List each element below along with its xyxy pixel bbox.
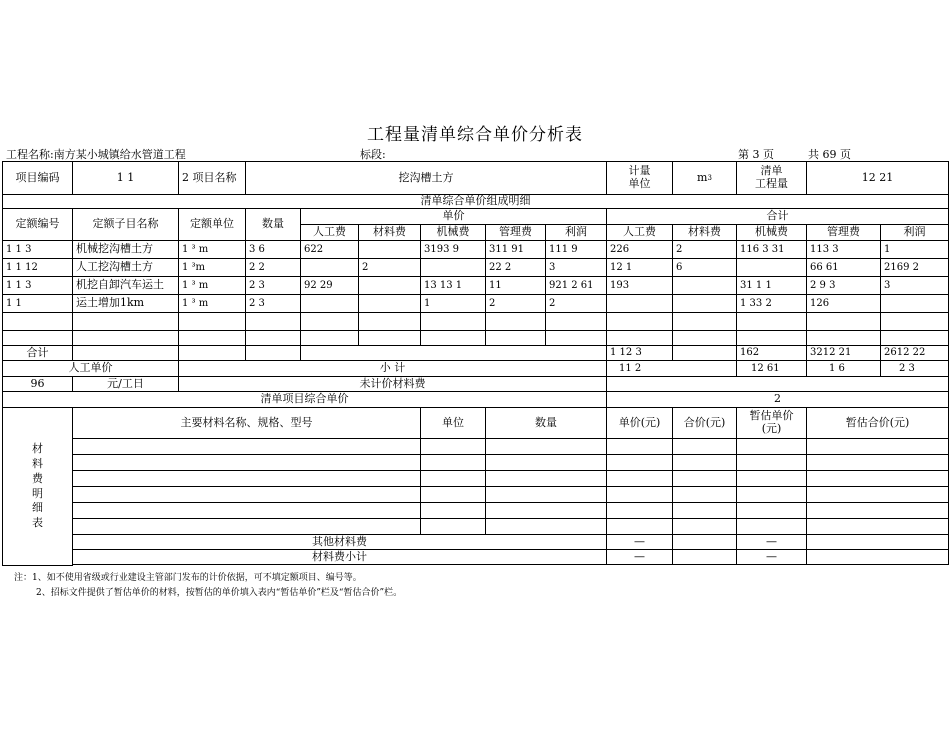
row-qty [245, 312, 301, 331]
row-qty: 2 3 [245, 294, 301, 313]
material-row-cell [420, 502, 486, 519]
row-code: 1 1 [2, 294, 73, 313]
col-est-price: 暂估单价 (元) [736, 407, 807, 439]
row-unit-material [358, 330, 421, 346]
row-unit-labor: 92 29 [300, 276, 359, 295]
row-code: 1 1 12 [2, 258, 73, 277]
row-total-profit: 2169 2 [880, 258, 949, 277]
project-name-label: 2 项目名称 [178, 161, 246, 195]
row-total-profit: 3 [880, 276, 949, 295]
subtotal-manage: 3212 21 [806, 345, 881, 361]
material-row-cell [806, 438, 949, 455]
material-row-cell [806, 518, 949, 535]
material-row-cell [72, 502, 421, 519]
row-total-manage: 2 9 3 [806, 276, 881, 295]
unit-text: m [697, 170, 708, 184]
row-total-machine [736, 258, 807, 277]
material-row-cell [606, 470, 673, 487]
material-row-cell [72, 470, 421, 487]
page-total: 共 69 页 [808, 148, 851, 161]
row-qty: 2 2 [245, 258, 301, 277]
row-unit-profit [545, 330, 607, 346]
material-row-cell [736, 438, 807, 455]
project-name-value: 挖沟槽土方 [245, 161, 607, 195]
material-row-cell [606, 502, 673, 519]
small-total-labor: 11 2 [606, 360, 737, 377]
row-unit-machine [420, 330, 486, 346]
materials-side-label [2, 407, 73, 566]
unit-price-labor: 人工费 [300, 224, 359, 241]
total-profit: 利润 [880, 224, 949, 241]
col-material-unit: 单位 [420, 407, 486, 439]
row-total-manage [806, 312, 881, 331]
material-subtotal-price: — [606, 549, 673, 565]
material-row-cell [485, 438, 607, 455]
row-unit: 1 ³ m [178, 240, 246, 259]
material-subtotal-total [672, 549, 737, 565]
row-qty [245, 330, 301, 346]
subtotal-empty [245, 345, 301, 361]
material-row-cell [806, 470, 949, 487]
row-unit-manage: 2 [485, 294, 546, 313]
row-total-labor [606, 294, 673, 313]
row-total-machine: 1 33 2 [736, 294, 807, 313]
row-code [2, 312, 73, 331]
material-row-cell [606, 518, 673, 535]
measure-unit-value [672, 161, 737, 195]
material-row-cell [672, 438, 737, 455]
col-est-total: 暂估合价(元) [806, 407, 949, 439]
composite-price-label: 清单项目综合单价 [2, 391, 607, 408]
row-unit-machine [420, 312, 486, 331]
row-unit-machine [420, 258, 486, 277]
col-material-name: 主要材料名称、规格、型号 [72, 407, 421, 439]
row-total-labor: 12 1 [606, 258, 673, 277]
other-material-est-total [806, 534, 949, 550]
material-row-cell [485, 454, 607, 471]
row-unit-profit: 3 [545, 258, 607, 277]
other-material-label: 其他材料费 [72, 534, 607, 550]
material-subtotal-est-total [806, 549, 949, 565]
row-total-material [672, 276, 737, 295]
subtotal-empty [300, 345, 607, 361]
material-row-cell [736, 486, 807, 503]
total-labor: 人工费 [606, 224, 673, 241]
row-unit [178, 330, 246, 346]
material-row-cell [672, 502, 737, 519]
material-row-cell [736, 518, 807, 535]
page-number: 第 3 页 [738, 148, 774, 161]
total-manage: 管理费 [806, 224, 881, 241]
unpriced-material-label: 未计价材料费 [178, 376, 607, 392]
row-unit-machine: 1 [420, 294, 486, 313]
row-unit-manage [485, 312, 546, 331]
subtotal-empty [178, 345, 246, 361]
row-unit-profit [545, 312, 607, 331]
material-row-cell [736, 470, 807, 487]
small-total-label: 小 计 [178, 360, 607, 377]
row-total-manage: 126 [806, 294, 881, 313]
row-unit-machine: 3193 9 [420, 240, 486, 259]
row-unit-profit: 111 9 [545, 240, 607, 259]
section-label: 标段: [360, 148, 386, 161]
row-unit-machine: 13 13 1 [420, 276, 486, 295]
subtotal-empty [72, 345, 179, 361]
subtotal-labor: 1 12 3 [606, 345, 673, 361]
material-row-cell [606, 454, 673, 471]
row-unit-labor [300, 294, 359, 313]
row-name: 运土增加1km [72, 294, 179, 313]
col-quota-name: 定额子目名称 [72, 208, 179, 241]
unit-price-machine: 机械费 [420, 224, 486, 241]
col-quota-unit: 定额单位 [178, 208, 246, 241]
material-row-cell [806, 486, 949, 503]
unit-superscript: 3 [707, 173, 712, 182]
row-total-material: 2 [672, 240, 737, 259]
note-1: 注：1、如不使用省级或行业建设主管部门发布的计价依据，可不填定额项目、编号等。 [14, 573, 362, 583]
unit-price-profit: 利润 [545, 224, 607, 241]
row-name: 人工挖沟槽土方 [72, 258, 179, 277]
row-total-material [672, 330, 737, 346]
row-unit-labor [300, 258, 359, 277]
detail-section-title: 清单综合单价组成明细 [2, 194, 949, 209]
subtotal-machine: 162 [736, 345, 807, 361]
col-quota-code: 定额编号 [2, 208, 73, 241]
row-code: 1 1 3 [2, 240, 73, 259]
row-total-material [672, 294, 737, 313]
row-unit-material [358, 294, 421, 313]
subtotal-profit: 2612 22 [880, 345, 949, 361]
total-machine: 机械费 [736, 224, 807, 241]
row-total-machine: 116 3 31 [736, 240, 807, 259]
row-total-machine [736, 330, 807, 346]
row-qty: 3 6 [245, 240, 301, 259]
row-code: 1 1 3 [2, 276, 73, 295]
project-code-value: 1 1 [72, 161, 179, 195]
subtotal-material [672, 345, 737, 361]
unit-price-group: 单价 [300, 208, 607, 225]
small-total-machine: 12 61 [736, 360, 807, 377]
material-row-cell [420, 518, 486, 535]
row-unit [178, 312, 246, 331]
row-unit-labor [300, 312, 359, 331]
row-unit: 1 ³ m [178, 276, 246, 295]
row-code [2, 330, 73, 346]
col-material-qty: 数量 [485, 407, 607, 439]
unpriced-material-value [606, 376, 949, 392]
row-unit-labor [300, 330, 359, 346]
project-code-label: 项目编码 [2, 161, 73, 195]
row-total-machine [736, 312, 807, 331]
materials-side-text: 材料费明细表 [32, 441, 43, 530]
material-row-cell [420, 438, 486, 455]
row-name: 机挖自卸汽车运土 [72, 276, 179, 295]
material-row-cell [485, 486, 607, 503]
total-group: 合计 [606, 208, 949, 225]
other-material-total [672, 534, 737, 550]
composite-price-value: 2 [606, 391, 949, 408]
row-total-labor: 193 [606, 276, 673, 295]
row-total-profit: 1 [880, 240, 949, 259]
row-total-labor [606, 330, 673, 346]
labor-price-value: 96 [2, 376, 73, 392]
row-unit-profit: 2 [545, 294, 607, 313]
material-row-cell [485, 470, 607, 487]
note-2: 2、招标文件提供了暂估单价的材料，按暂估的单价填入表内“暂估单价”栏及“暂估合价”栏。 [36, 588, 403, 598]
col-material-price: 单价(元) [606, 407, 673, 439]
row-total-profit [880, 312, 949, 331]
material-subtotal-est-price: — [736, 549, 807, 565]
row-total-manage [806, 330, 881, 346]
project-name: 工程名称:南方某小城镇给水管道工程 [6, 148, 186, 161]
material-row-cell [420, 486, 486, 503]
material-row-cell [672, 486, 737, 503]
col-quantity: 数量 [245, 208, 301, 241]
material-row-cell [72, 486, 421, 503]
row-unit-manage: 11 [485, 276, 546, 295]
list-qty-label: 清单 工程量 [736, 161, 807, 195]
row-unit-manage: 22 2 [485, 258, 546, 277]
row-total-material [672, 312, 737, 331]
row-total-machine: 31 1 1 [736, 276, 807, 295]
row-name [72, 330, 179, 346]
material-subtotal-label: 材料费小计 [72, 549, 607, 565]
material-row-cell [736, 502, 807, 519]
list-qty-value: 12 21 [806, 161, 949, 195]
material-row-cell [72, 454, 421, 471]
material-row-cell [485, 502, 607, 519]
labor-price-label: 人工单价 [2, 360, 179, 377]
material-row-cell [672, 454, 737, 471]
small-total-manage: 1 6 [806, 360, 881, 377]
row-unit-material [358, 312, 421, 331]
total-material: 材料费 [672, 224, 737, 241]
row-unit-manage: 311 91 [485, 240, 546, 259]
row-total-manage: 66 61 [806, 258, 881, 277]
row-total-manage: 113 3 [806, 240, 881, 259]
col-material-total: 合价(元) [672, 407, 737, 439]
row-total-material: 6 [672, 258, 737, 277]
unit-price-manage: 管理费 [485, 224, 546, 241]
row-unit: 1 ³m [178, 258, 246, 277]
row-unit-manage [485, 330, 546, 346]
material-row-cell [72, 518, 421, 535]
labor-price-unit: 元/工日 [72, 376, 179, 392]
row-unit-material: 2 [358, 258, 421, 277]
measure-unit-label: 计量 单位 [606, 161, 673, 195]
material-row-cell [806, 454, 949, 471]
other-material-est-price: — [736, 534, 807, 550]
material-row-cell [606, 438, 673, 455]
row-total-labor [606, 312, 673, 331]
material-row-cell [72, 438, 421, 455]
material-row-cell [672, 470, 737, 487]
row-total-profit [880, 294, 949, 313]
material-row-cell [485, 518, 607, 535]
material-row-cell [420, 454, 486, 471]
material-row-cell [736, 454, 807, 471]
material-row-cell [806, 502, 949, 519]
document-title: 工程量清单综合单价分析表 [367, 125, 583, 145]
row-total-profit [880, 330, 949, 346]
other-material-price: — [606, 534, 673, 550]
row-name [72, 312, 179, 331]
row-qty: 2 3 [245, 276, 301, 295]
row-unit-material [358, 276, 421, 295]
row-unit-profit: 921 2 61 [545, 276, 607, 295]
subtotal-label: 合计 [2, 345, 73, 361]
row-unit-material [358, 240, 421, 259]
material-row-cell [420, 470, 486, 487]
material-row-cell [606, 486, 673, 503]
material-row-cell [672, 518, 737, 535]
row-unit: 1 ³ m [178, 294, 246, 313]
small-total-profit: 2 3 [880, 360, 949, 377]
row-name: 机械挖沟槽土方 [72, 240, 179, 259]
row-unit-labor: 622 [300, 240, 359, 259]
unit-price-material: 材料费 [358, 224, 421, 241]
row-total-labor: 226 [606, 240, 673, 259]
